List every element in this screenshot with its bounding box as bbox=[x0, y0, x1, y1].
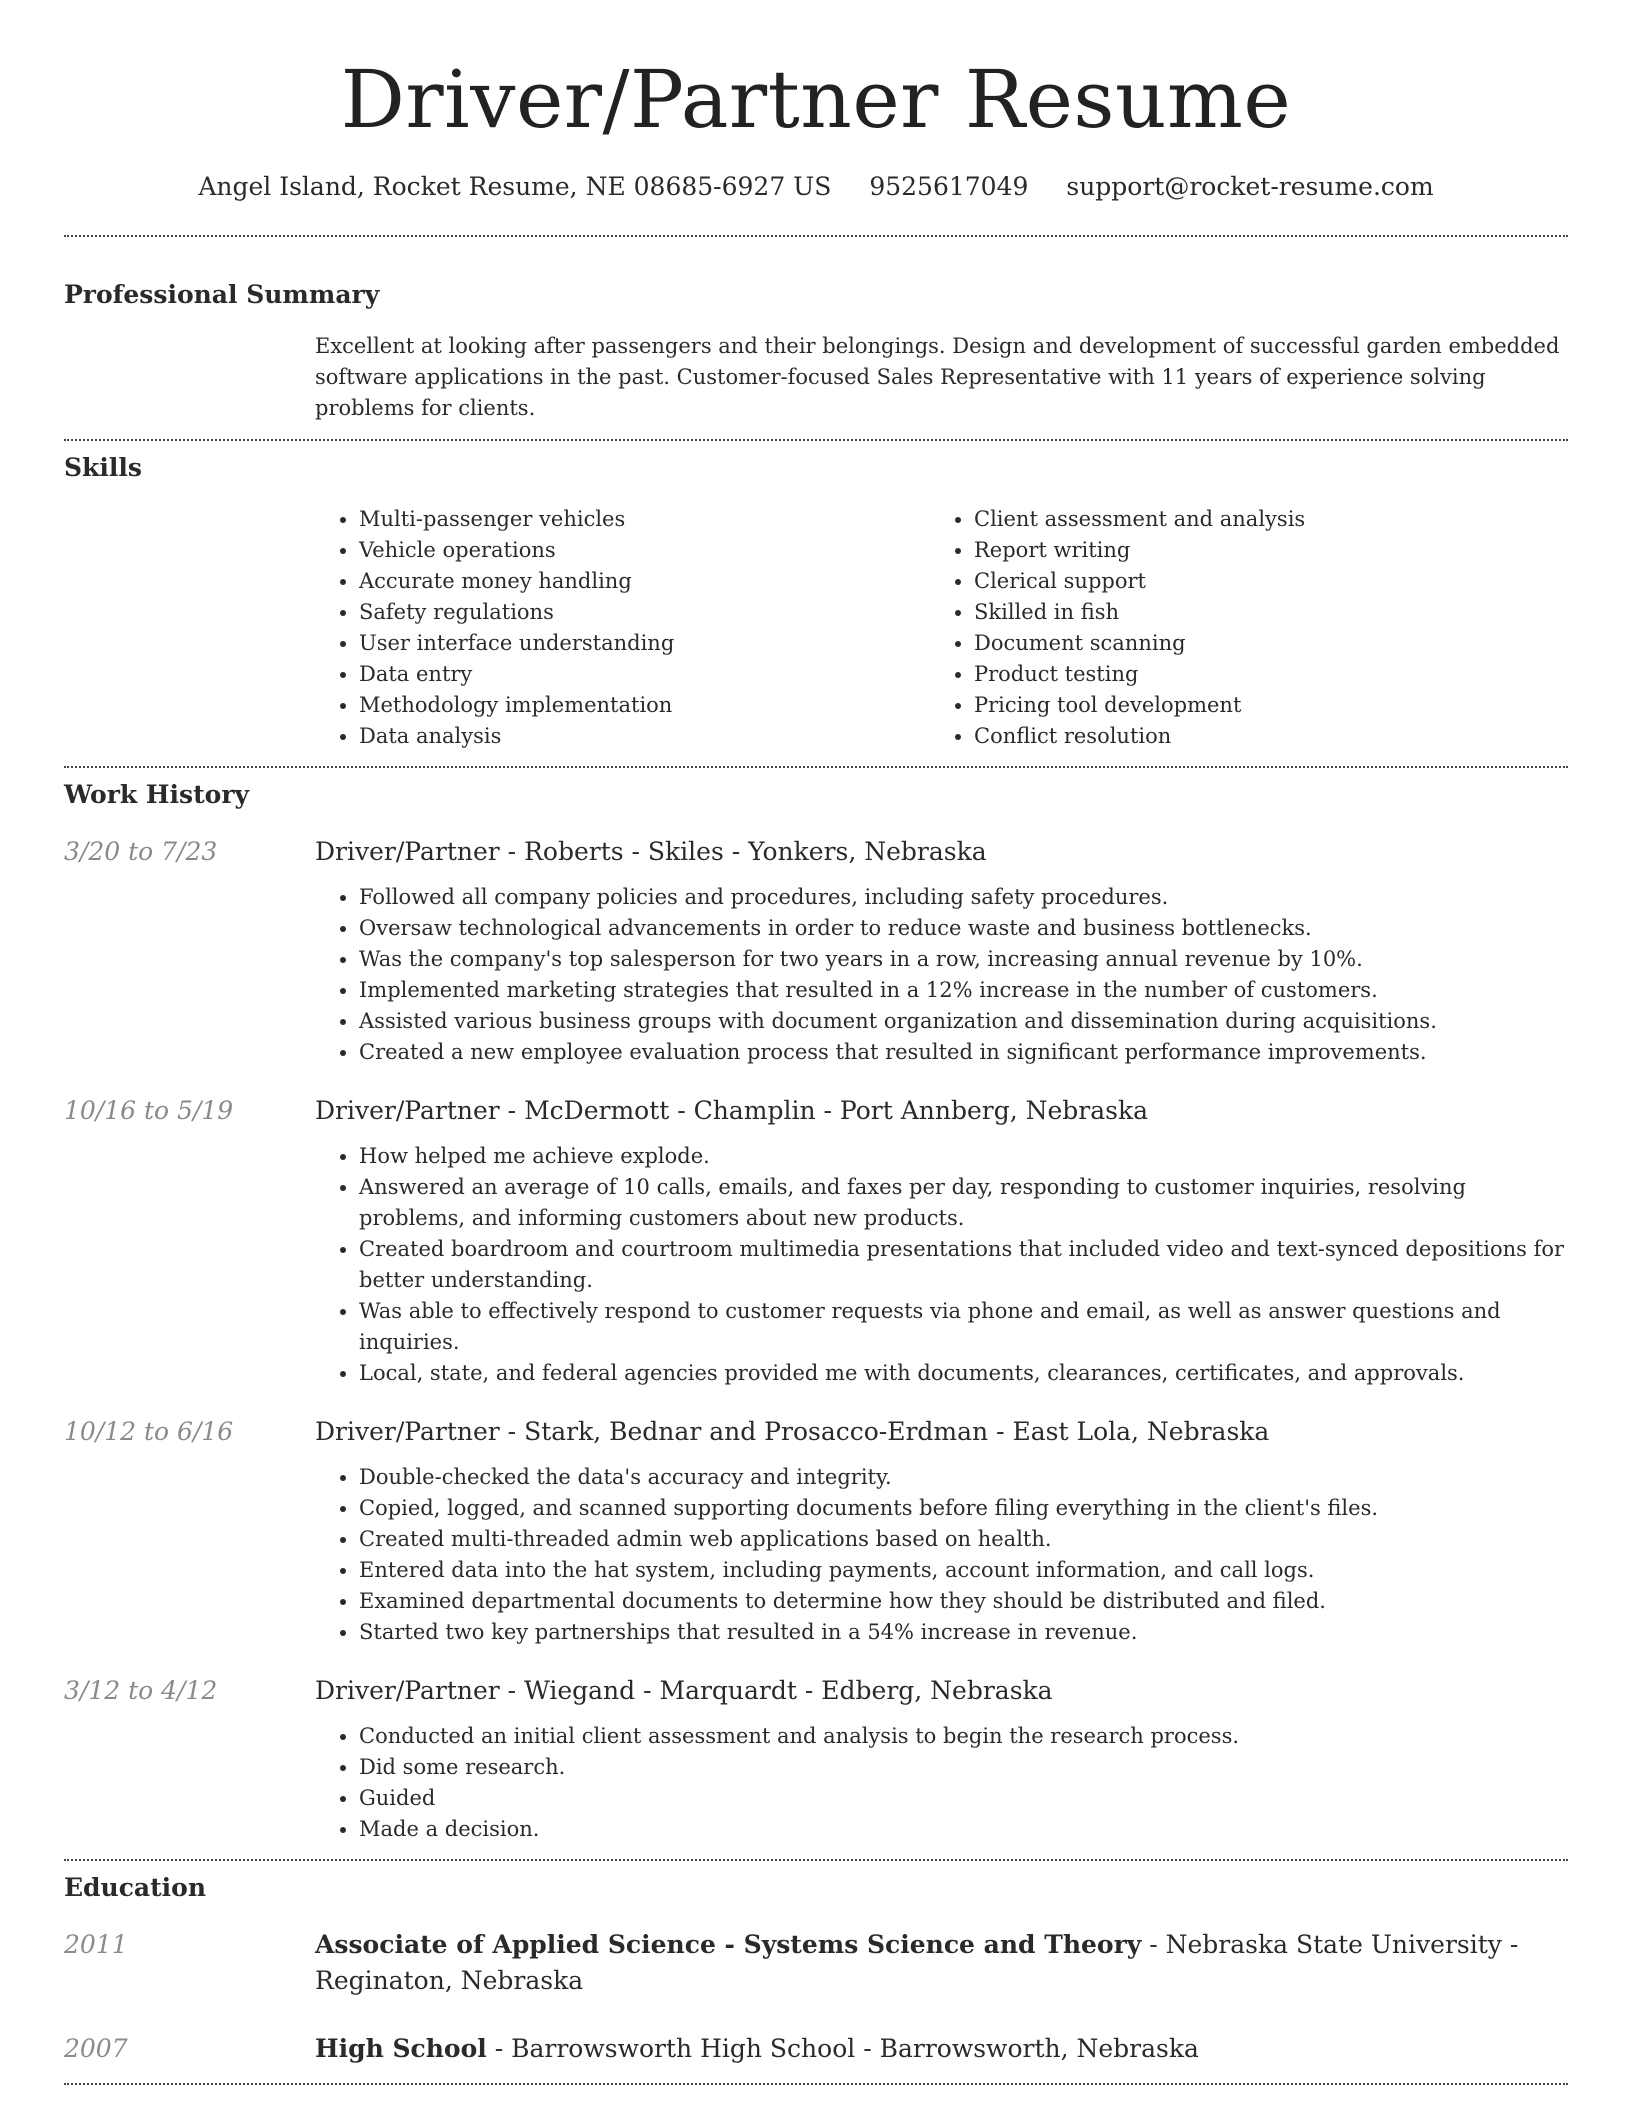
job-title: Driver/Partner - Roberts - Skiles - Yonkers, Nebraska bbox=[315, 837, 987, 866]
job-bullet: • Guided bbox=[359, 1783, 1568, 1814]
education-details: - Barrowsworth High School - Barrowsworth, Nebraska bbox=[486, 2034, 1199, 2063]
job-details bbox=[315, 1721, 1568, 1845]
contact-email: support@rocket-resume.com bbox=[1066, 172, 1434, 201]
contact-line bbox=[64, 170, 1568, 204]
skill-item: • Report writing bbox=[974, 535, 1545, 566]
job-details bbox=[315, 1462, 1568, 1648]
job-bullet: • How helped me achieve explode. bbox=[359, 1141, 1568, 1172]
skill-item: • Safety regulations bbox=[359, 597, 930, 628]
skill-item: • Document scanning bbox=[974, 628, 1545, 659]
skill-item: • Data analysis bbox=[359, 721, 930, 752]
job-bullet: • Created multi-threaded admin web applications based on health. bbox=[359, 1524, 1568, 1555]
section-title-work-history: Work History bbox=[64, 780, 250, 809]
job-dates: 3/20 to 7/23 bbox=[64, 837, 218, 866]
job-entry bbox=[64, 1415, 1568, 1648]
job-bullet: • Double-checked the data's accuracy and integrity. bbox=[359, 1462, 1568, 1493]
skills-list-right bbox=[930, 504, 1545, 752]
job-entry bbox=[64, 1094, 1568, 1389]
job-title: Driver/Partner - McDermott - Champlin - Port Annberg, Nebraska bbox=[315, 1096, 1149, 1125]
job-bullet: • Started two key partnerships that resulted in a 54% increase in revenue. bbox=[359, 1617, 1568, 1648]
job-bullet: • Did some research. bbox=[359, 1752, 1568, 1783]
divider bbox=[64, 2083, 1568, 2085]
education-year: 2011 bbox=[64, 1930, 128, 1959]
skill-item: • User interface understanding bbox=[359, 628, 930, 659]
skills-column-left bbox=[315, 504, 930, 752]
section-title-skills: Skills bbox=[64, 453, 142, 482]
education-degree: Associate of Applied Science - Systems Science and Theory bbox=[315, 1930, 1142, 1959]
job-entry bbox=[64, 1674, 1568, 1845]
job-bullet: • Created a new employee evaluation process that resulted in significant performance improvements. bbox=[359, 1037, 1568, 1068]
job-dates: 3/12 to 4/12 bbox=[64, 1676, 218, 1705]
summary-text: Excellent at looking after passengers and their belongings. Design and development of successful garden embedded software applications in the past. Customer-focused Sales Representative with 11 years of experience solving problems for clients. bbox=[315, 334, 1560, 420]
education-year: 2007 bbox=[64, 2034, 128, 2063]
job-bullets bbox=[315, 1721, 1568, 1845]
job-dates: 10/16 to 5/19 bbox=[64, 1096, 234, 1125]
skill-item: • Conflict resolution bbox=[974, 721, 1545, 752]
job-bullet: • Made a decision. bbox=[359, 1814, 1568, 1845]
divider bbox=[64, 766, 1568, 768]
job-bullet: • Was the company's top salesperson for two years in a row, increasing annual revenue by 10%. bbox=[359, 944, 1568, 975]
job-bullet: • Followed all company policies and procedures, including safety procedures. bbox=[359, 882, 1568, 913]
section-title-education: Education bbox=[64, 1873, 207, 1902]
job-bullet: • Answered an average of 10 calls, emails, and faxes per day, responding to customer inquiries, resolving problems, and informing customers about new products. bbox=[359, 1172, 1568, 1234]
job-bullet: • Oversaw technological advancements in order to reduce waste and business bottlenecks. bbox=[359, 913, 1568, 944]
education-entry bbox=[64, 1927, 1568, 1999]
skill-item: • Multi-passenger vehicles bbox=[359, 504, 930, 535]
job-bullet: • Implemented marketing strategies that resulted in a 12% increase in the number of customers. bbox=[359, 975, 1568, 1006]
job-bullets bbox=[315, 1462, 1568, 1648]
job-bullet: • Examined departmental documents to determine how they should be distributed and filed. bbox=[359, 1586, 1568, 1617]
contact-phone: 9525617049 bbox=[869, 172, 1029, 201]
job-dates: 10/12 to 6/16 bbox=[64, 1417, 234, 1446]
skill-item: • Accurate money handling bbox=[359, 566, 930, 597]
skills-list-left bbox=[315, 504, 930, 752]
job-bullet: • Conducted an initial client assessment and analysis to begin the research process. bbox=[359, 1721, 1568, 1752]
divider bbox=[64, 235, 1568, 237]
job-bullets bbox=[315, 882, 1568, 1068]
education-entry bbox=[64, 2031, 1568, 2067]
divider bbox=[64, 439, 1568, 441]
skill-item: • Methodology implementation bbox=[359, 690, 930, 721]
job-details bbox=[315, 1141, 1568, 1389]
job-bullet: • Copied, logged, and scanned supporting documents before filing everything in the client's files. bbox=[359, 1493, 1568, 1524]
work-history-section bbox=[64, 778, 1568, 1845]
skills-section bbox=[64, 451, 1568, 752]
skill-item: • Pricing tool development bbox=[974, 690, 1545, 721]
job-entry bbox=[64, 835, 1568, 1068]
resume-page bbox=[64, 0, 1568, 2085]
skills-column-right bbox=[930, 504, 1545, 752]
education-details: - Nebraska State University - Reginaton, Nebraska bbox=[315, 1930, 1519, 1995]
skills-grid bbox=[315, 504, 1568, 752]
divider bbox=[64, 1859, 1568, 1861]
education-title bbox=[315, 1927, 1568, 1999]
job-header bbox=[64, 835, 1568, 869]
education-degree: High School bbox=[315, 2034, 487, 2063]
summary-section bbox=[64, 278, 1568, 424]
job-bullets bbox=[315, 1141, 1568, 1389]
skill-item: • Vehicle operations bbox=[359, 535, 930, 566]
page-title: Driver/Partner Resume bbox=[340, 53, 1292, 146]
job-header bbox=[64, 1094, 1568, 1128]
job-title: Driver/Partner - Stark, Bednar and Prosacco-Erdman - East Lola, Nebraska bbox=[315, 1417, 1270, 1446]
job-bullet: • Entered data into the hat system, including payments, account information, and call logs. bbox=[359, 1555, 1568, 1586]
skill-item: • Product testing bbox=[974, 659, 1545, 690]
job-bullet: • Was able to effectively respond to customer requests via phone and email, as well as answer questions and inquiries. bbox=[359, 1296, 1568, 1358]
job-bullet: • Local, state, and federal agencies provided me with documents, clearances, certificates, and approvals. bbox=[359, 1358, 1568, 1389]
skill-item: • Clerical support bbox=[974, 566, 1545, 597]
job-title: Driver/Partner - Wiegand - Marquardt - Edberg, Nebraska bbox=[315, 1676, 1053, 1705]
section-title-summary: Professional Summary bbox=[64, 280, 380, 309]
job-bullet: • Assisted various business groups with document organization and dissemination during acquisitions. bbox=[359, 1006, 1568, 1037]
education-title bbox=[315, 2031, 1568, 2067]
contact-address: Angel Island, Rocket Resume, NE 08685-6927 US bbox=[198, 172, 832, 201]
job-details bbox=[315, 882, 1568, 1068]
job-header bbox=[64, 1674, 1568, 1708]
skill-item: • Client assessment and analysis bbox=[974, 504, 1545, 535]
skill-item: • Skilled in fish bbox=[974, 597, 1545, 628]
skill-item: • Data entry bbox=[359, 659, 930, 690]
education-section bbox=[64, 1871, 1568, 2067]
job-bullet: • Created boardroom and courtroom multimedia presentations that included video and text-synced depositions for better understanding. bbox=[359, 1234, 1568, 1296]
job-header bbox=[64, 1415, 1568, 1449]
